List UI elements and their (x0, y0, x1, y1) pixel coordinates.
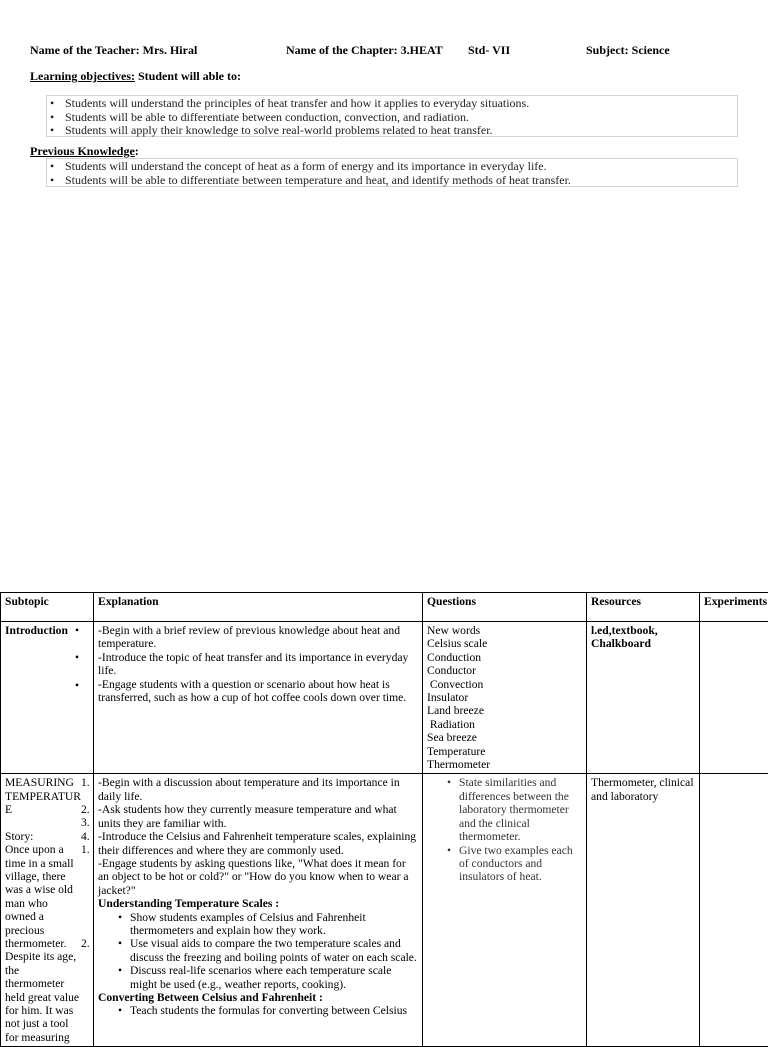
new-word: Temperature (427, 745, 582, 758)
question-item: • State similarities and differences between the laboratory thermometer and the clinical thermometer. (445, 776, 582, 843)
explanation-line: -Engage students with a question or scenario about how heat is transferred, such as how a cup of hot coffee cools down over time. (98, 678, 418, 705)
new-word: Insulator (427, 691, 582, 704)
list-item: • Students will be able to differentiate between conduction, convection, and radiation. (47, 111, 737, 125)
header-questions: Questions (423, 593, 587, 622)
subtopic-cell (1, 774, 94, 1047)
learning-objectives-box (46, 95, 738, 137)
new-word: Celsius scale (427, 637, 582, 650)
converting-title: Converting Between Celsius and Fahrenheit : (98, 991, 418, 1004)
questions-cell (423, 774, 587, 1047)
bullet-markers: • • • (75, 624, 89, 692)
resources-cell: Thermometer, clinical and laboratory (587, 774, 700, 1047)
experiments-cell (700, 622, 768, 774)
explanation-cell (94, 622, 423, 774)
story-text: Once upon a time in a small village, there was a wise old man who owned a precious thermometer. Despite its age, the thermometer held great value for him. It was not just a tool for measuring (5, 843, 81, 1044)
learning-objectives-title: Learning objectives: (30, 69, 135, 83)
list-item: • Students will be able to differentiate between temperature and heat, and identify methods of heat transfer. (47, 174, 737, 188)
new-word: Land breeze (427, 704, 582, 717)
list-item: • Students will apply their knowledge to solve real-world problems related to heat transfer. (47, 124, 737, 138)
previous-knowledge-heading: Previous Knowledge: (30, 144, 139, 159)
explanation-line: -Begin with a brief review of previous knowledge about heat and temperature. (98, 624, 418, 651)
explanation-step: -Begin with a discussion about temperature and its importance in daily life. (98, 776, 418, 803)
questions-cell (423, 622, 587, 774)
subtopic-measuring-temperature: MEASURING TEMPERATUR E (5, 776, 81, 816)
header-experiments: Experiments (700, 593, 768, 622)
chapter-name: Name of the Chapter: 3.HEAT (286, 43, 443, 58)
new-word: Conduction (427, 651, 582, 664)
table-header-row (1, 593, 768, 622)
new-word: Convection (427, 678, 582, 691)
learning-objectives-list (47, 97, 737, 138)
table-row (1, 622, 768, 774)
previous-knowledge-list (47, 160, 737, 187)
new-word: Sea breeze (427, 731, 582, 744)
header-resources: Resources (587, 593, 700, 622)
new-word: Conductor (427, 664, 582, 677)
list-item: • Teach students the formulas for converting between Celsius (116, 1004, 418, 1017)
previous-knowledge-box (46, 158, 738, 187)
previous-knowledge-title: Previous Knowledge (30, 144, 135, 158)
question-item: • Give two examples each of conductors and insulators of heat. (445, 844, 582, 884)
resources-cell: l.ed,textbook, Chalkboard (587, 622, 700, 774)
experiments-cell (700, 774, 768, 1047)
teacher-name: Name of the Teacher: Mrs. Hiral (30, 43, 197, 58)
list-item: • Show students examples of Celsius and Fahrenheit thermometers and explain how they work. (116, 911, 418, 938)
scales-title: Understanding Temperature Scales : (98, 897, 418, 910)
new-word: Thermometer (427, 758, 582, 771)
list-item: • Students will understand the concept of heat as a form of energy and its importance in everyday life. (47, 160, 737, 174)
explanation-cell (94, 774, 423, 1047)
explanation-step: -Engage students by asking questions like, "What does it mean for an object to be hot or cold?" or "How do you know when to wear a jacket?" (98, 857, 418, 897)
story-title: Story: (5, 830, 81, 843)
header-subtopic: Subtopic (1, 593, 94, 622)
table-row (1, 774, 768, 1047)
explanation-step: -Ask students how they currently measure temperature and what units they are familiar with. (98, 803, 418, 830)
step-numbers: 1. 2. 3. 4. 1. 2. (81, 776, 90, 1044)
new-word: Radiation (427, 718, 582, 731)
explanation-line: -Introduce the topic of heat transfer and its importance in everyday life. (98, 651, 418, 678)
learning-objectives-heading (30, 69, 241, 84)
list-item: • Discuss real-life scenarios where each temperature scale might be used (e.g., weather reports, cooking). (116, 964, 418, 991)
header-explanation: Explanation (94, 593, 423, 622)
list-item: • Use visual aids to compare the two temperature scales and discuss the freezing and boiling points of water on each scale. (116, 937, 418, 964)
new-words-title: New words (427, 624, 582, 637)
standard: Std- VII (468, 43, 510, 58)
subject: Subject: Science (586, 43, 670, 58)
lesson-plan-table (0, 592, 768, 1047)
subtopic-introduction: Introduction (5, 624, 75, 692)
list-item: • Students will understand the principles of heat transfer and how it applies to everyday situations. (47, 97, 737, 111)
learning-objectives-subtitle: Student will able to: (138, 69, 241, 83)
subtopic-cell (1, 622, 94, 774)
explanation-step: -Introduce the Celsius and Fahrenheit temperature scales, explaining their differences and where they are commonly used. (98, 830, 418, 857)
